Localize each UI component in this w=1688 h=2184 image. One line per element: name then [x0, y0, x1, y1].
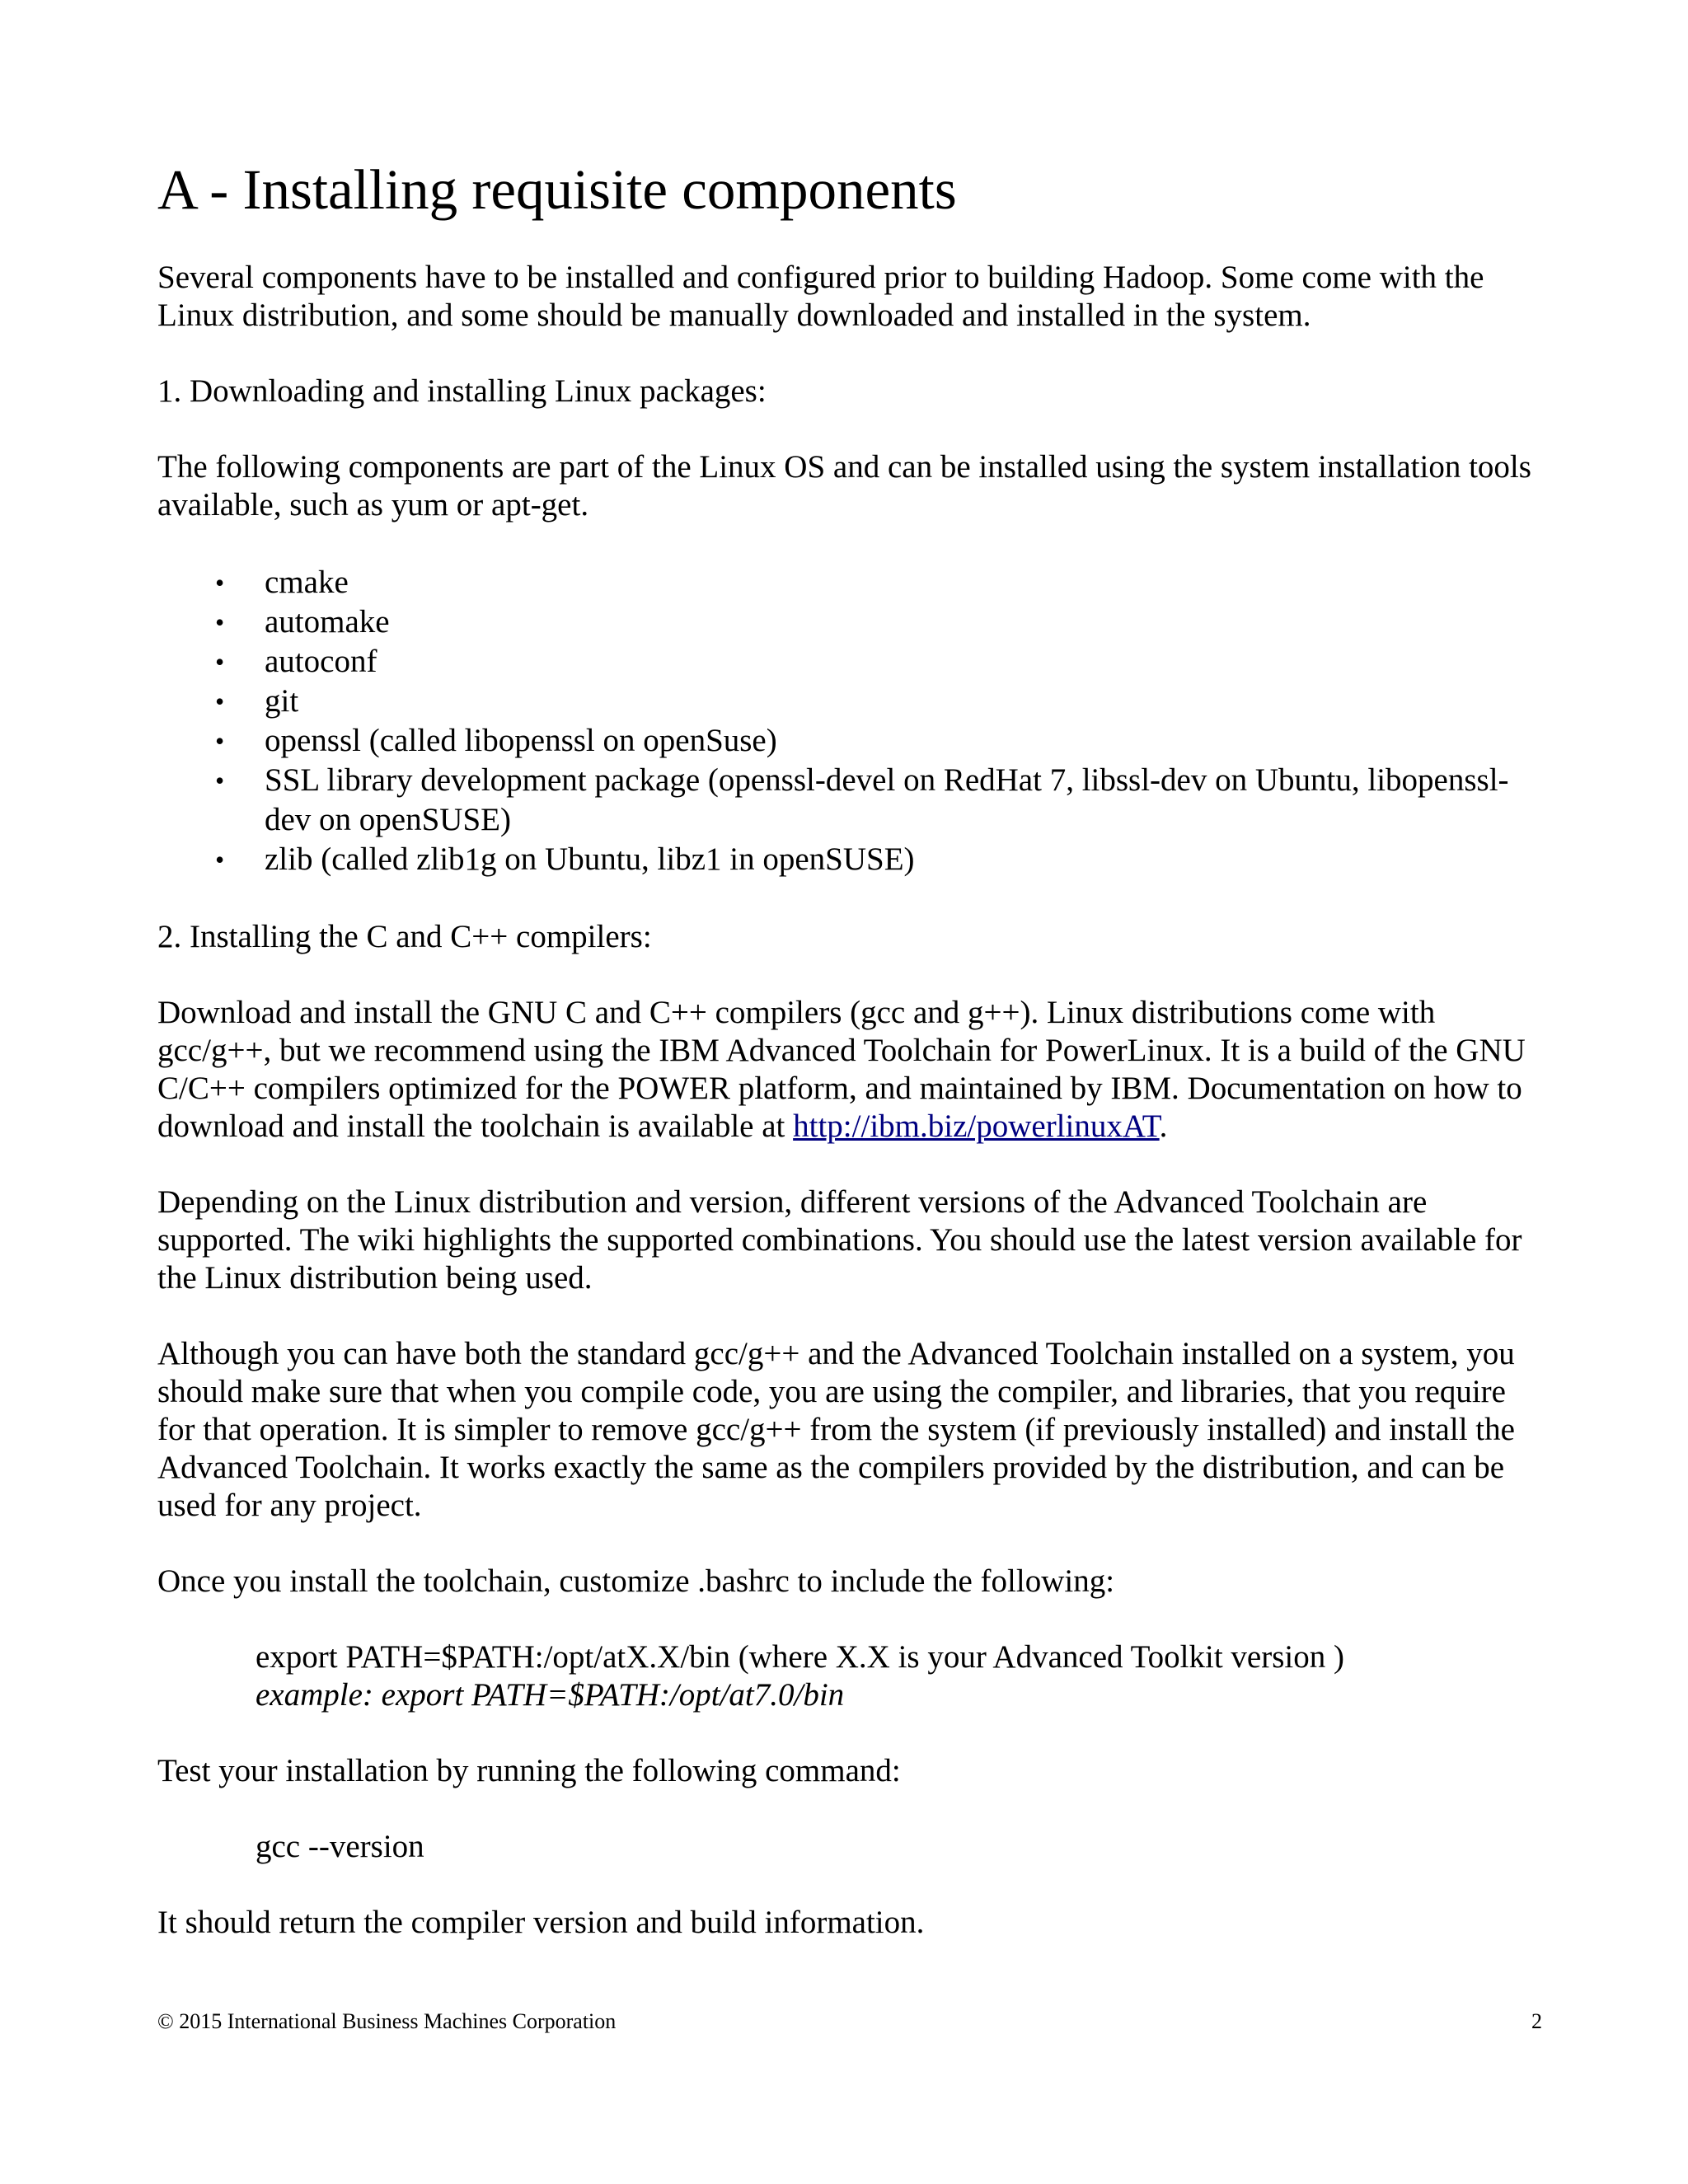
bullet-icon: •	[215, 568, 225, 598]
list-item	[157, 840, 1542, 879]
bullet-icon: •	[215, 607, 225, 637]
list-item-text: autoconf	[265, 644, 377, 679]
toolchain-text: Download and install the GNU C and C++ compilers (gcc and g++). Linux distributions come with gcc/g++, but we recommend using the IBM Advanced Toolchain for PowerLinux. It is a build of the GNU C/C++ compilers optimized for the POWER platform, and maintained by IBM. Documentation on how to download and install the toolchain is available at	[157, 995, 1526, 1144]
list-item	[157, 563, 1542, 602]
list-item-text: zlib (called zlib1g on Ubuntu, libz1 in openSUSE)	[265, 841, 915, 877]
list-item-text: git	[265, 683, 299, 719]
list-item	[157, 682, 1542, 721]
section1-paragraph: The following components are part of the Linux OS and can be installed using the system installation tools available, such as yum or apt-get.	[157, 449, 1531, 523]
package-list	[157, 563, 1542, 879]
bullet-icon: •	[215, 647, 225, 677]
page-number: 2	[1531, 2009, 1542, 2033]
intro-paragraph: Several components have to be installed and configured prior to building Hadoop. Some come with the Linux distribution, and some should be manually downloaded and installed in the system.	[157, 260, 1484, 333]
test-paragraph: Test your installation by running the following command:	[157, 1753, 901, 1788]
copyright-notice: © 2015 International Business Machines Corporation	[157, 2009, 617, 2033]
versions-paragraph: Depending on the Linux distribution and version, different versions of the Advanced Toolchain are supported. The wiki highlights the supported combinations. You should use the latest version available for the Linux distribution being used.	[157, 1184, 1522, 1296]
bullet-icon: •	[215, 845, 225, 874]
gcc-command: gcc --version	[256, 1829, 424, 1864]
list-item-text: cmake	[265, 565, 349, 600]
compiler-paragraph: Although you can have both the standard gcc/g++ and the Advanced Toolchain installed on a system, you should make sure that when you compile code, you are using the compiler, and libraries, that you require for that operation. It is simpler to remove gcc/g++ from the system (if previously installed) and install the Advanced Toolchain. It works exactly the same as the compilers provided by the distribution, and can be used for any project.	[157, 1336, 1515, 1523]
export-example: example: export PATH=$PATH:/opt/at7.0/bin	[256, 1677, 845, 1713]
list-item	[157, 761, 1542, 840]
bashrc-paragraph: Once you install the toolchain, customize .bashrc to include the following:	[157, 1563, 1115, 1599]
list-item-text: SSL library development package (openssl-devel on RedHat 7, libssl-dev on Ubuntu, libopenssl-dev on openSUSE)	[265, 762, 1509, 837]
list-item	[157, 721, 1542, 761]
list-item-text: automake	[265, 604, 390, 640]
toolchain-link[interactable]: http://ibm.biz/powerlinuxAT	[793, 1108, 1160, 1144]
list-item-text: openssl (called libopenssl on openSuse)	[265, 723, 777, 758]
toolchain-paragraph	[157, 994, 1542, 1146]
bullet-icon: •	[215, 726, 225, 756]
section-heading: A - Installing requisite components	[157, 158, 957, 221]
section2-title: 2. Installing the C and C++ compilers:	[157, 919, 652, 954]
page-content	[157, 157, 1542, 1942]
page-footer	[157, 2005, 1542, 2038]
list-item	[157, 602, 1542, 642]
bullet-icon: •	[215, 687, 225, 716]
export-command: export PATH=$PATH:/opt/atX.X/bin (where X.X is your Advanced Toolkit version )	[256, 1639, 1344, 1675]
toolchain-period: .	[1159, 1108, 1168, 1144]
result-paragraph: It should return the compiler version and build information.	[157, 1905, 925, 1940]
section1-title: 1. Downloading and installing Linux packages:	[157, 373, 767, 409]
bullet-icon: •	[215, 766, 225, 795]
list-item	[157, 642, 1542, 682]
